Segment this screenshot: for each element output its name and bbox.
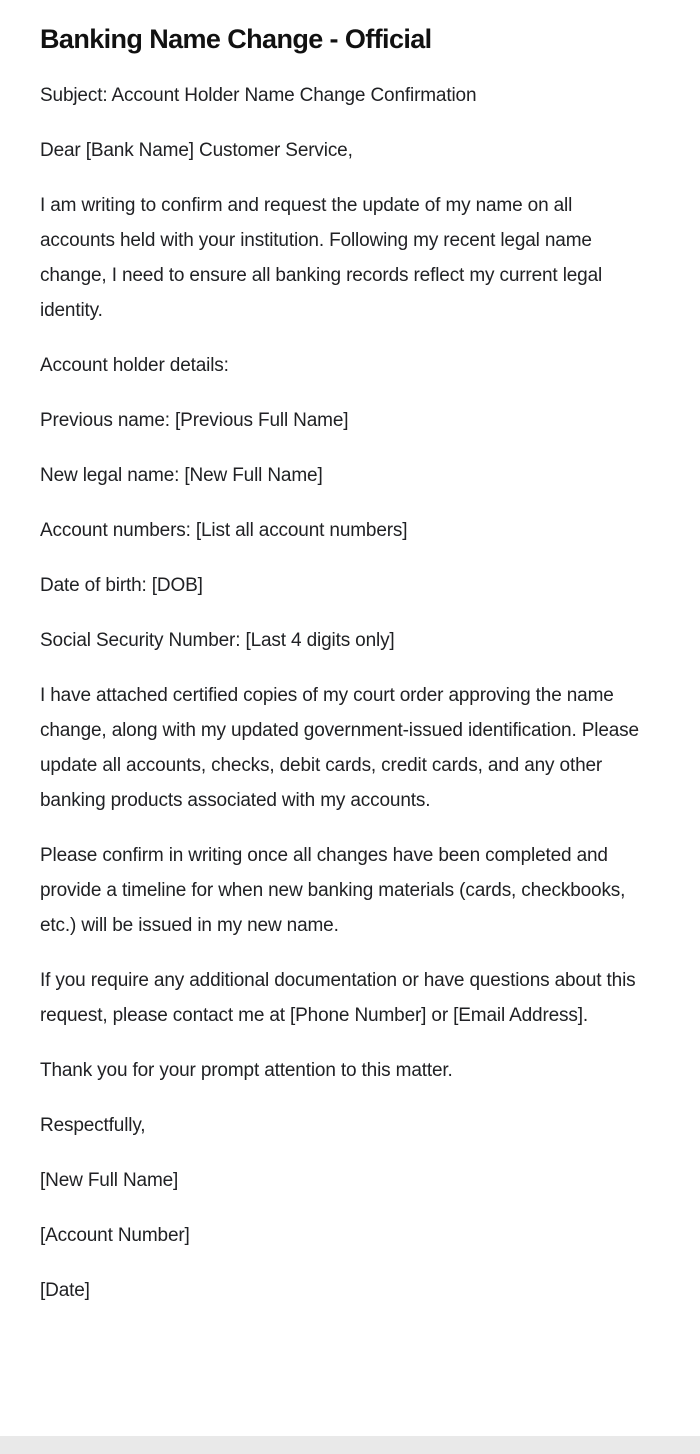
page-bottom-edge [0, 1436, 700, 1454]
detail-account-numbers: Account numbers: [List all account numbers] [40, 520, 408, 541]
signature-account-number: [Account Number] [40, 1225, 190, 1246]
detail-ssn: Social Security Number: [Last 4 digits only] [40, 630, 395, 651]
closing-respectfully: Respectfully, [40, 1115, 146, 1136]
paragraph-details-heading: Account holder details: [40, 355, 229, 376]
paragraph-contact-info: If you require any additional documentation or have questions about this request, please contact me at [Phone Number] or [Email Address]. [40, 970, 636, 1026]
paragraph-confirmation-request: Please confirm in writing once all changes have been completed and provide a timeline for when new banking materials (cards, checkbooks, etc.) will be issued in my new name. [40, 845, 626, 936]
paragraph-intro: I am writing to confirm and request the update of my name on all accounts held with your institution. Following my recent legal name change, I need to ensure all banking records reflect my current legal identity. [40, 195, 603, 321]
salutation: Dear [Bank Name] Customer Service, [40, 140, 353, 161]
paragraph-attachments: I have attached certified copies of my court order approving the name change, along with my updated government-issued identification. Please update all accounts, checks, debit cards, credit cards, and any other banking products associated with my accounts. [40, 685, 639, 811]
subject-line: Subject: Account Holder Name Change Confirmation [40, 85, 477, 106]
signature-date: [Date] [40, 1280, 90, 1301]
detail-previous-name: Previous name: [Previous Full Name] [40, 410, 349, 431]
page-title: Banking Name Change - Official [40, 24, 432, 54]
detail-new-legal-name: New legal name: [New Full Name] [40, 465, 323, 486]
detail-date-of-birth: Date of birth: [DOB] [40, 575, 203, 596]
paragraph-thanks: Thank you for your prompt attention to this matter. [40, 1060, 453, 1081]
signature-name: [New Full Name] [40, 1170, 179, 1191]
